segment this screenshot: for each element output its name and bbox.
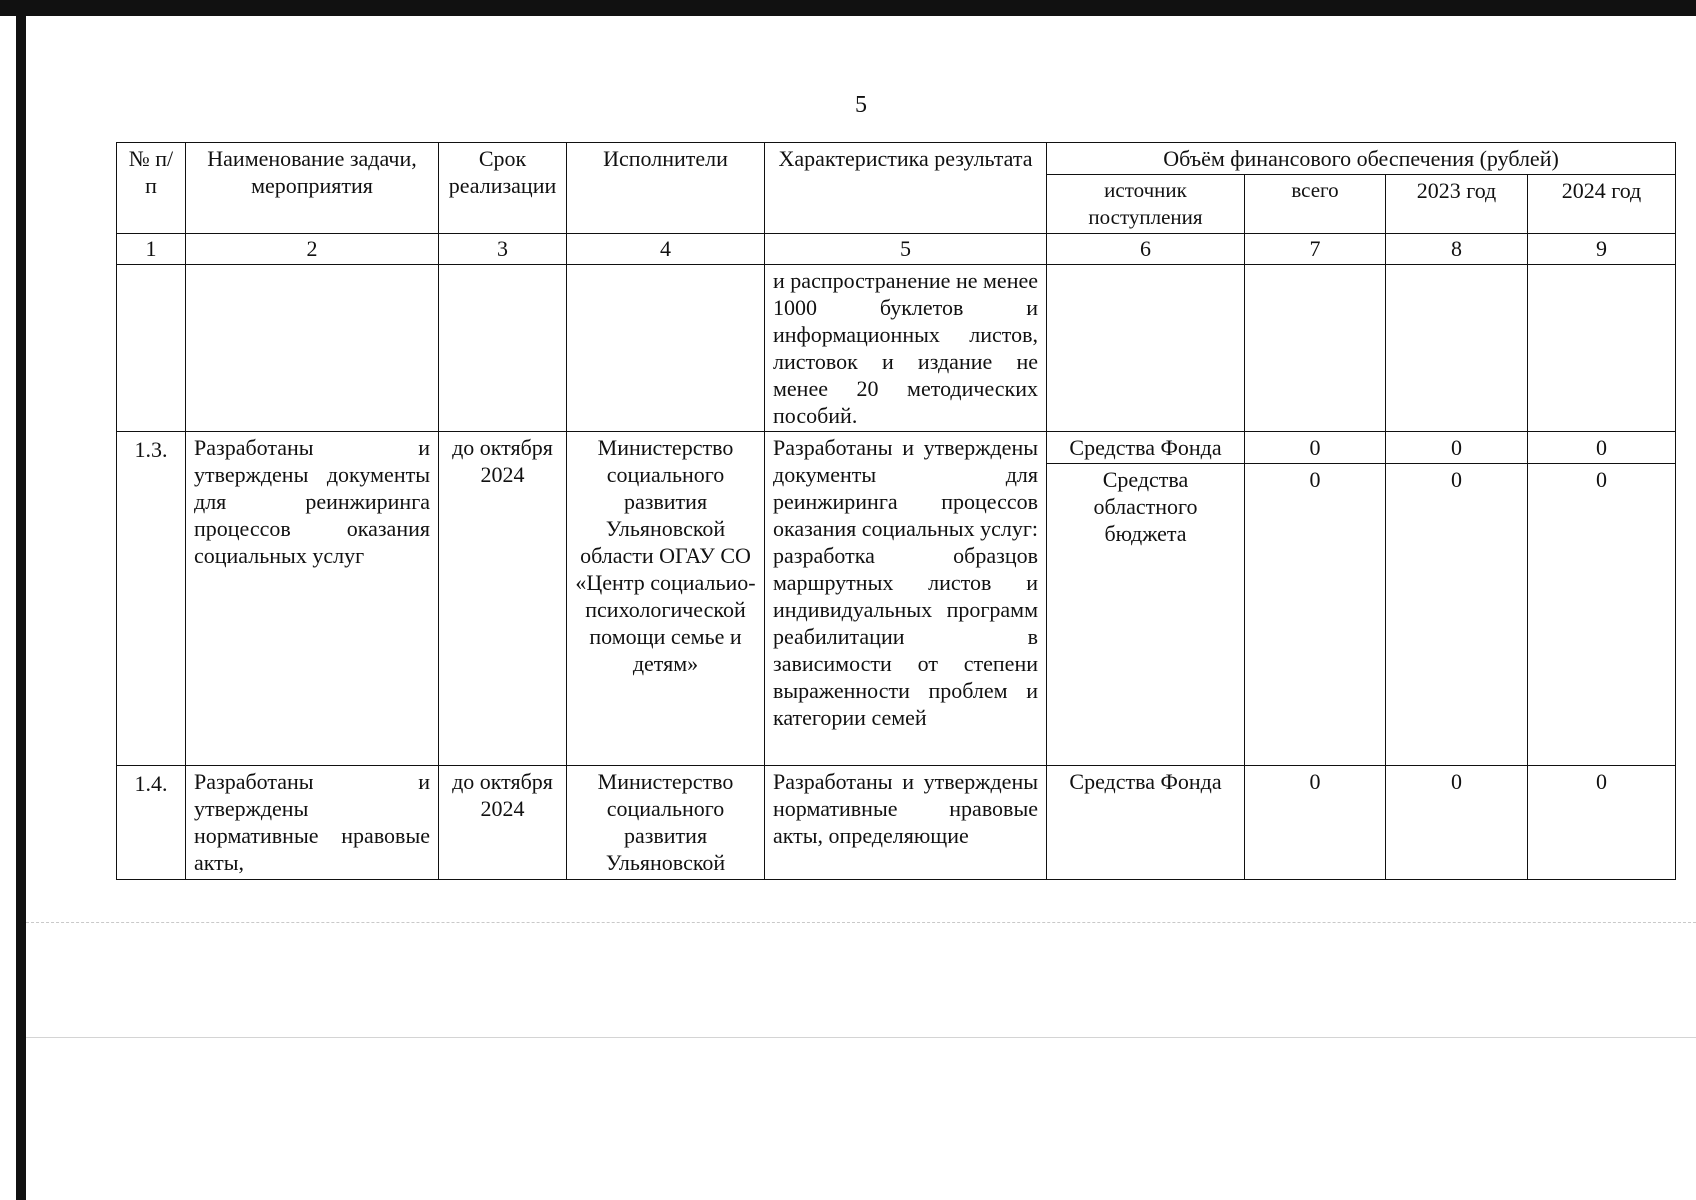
row-task-name: Разработаны и утверждены документы для реинжиринга процессов оказания социальных услуг [186,432,439,766]
row-funding-total: 0 [1245,464,1386,766]
row-funding-2024: 0 [1528,766,1676,880]
header-result: Характеристика результата [765,143,1047,234]
column-number: 9 [1528,234,1676,265]
row-funding-2024: 0 [1528,432,1676,464]
header-finance-group: Объём финансового обеспечения (рублей) [1047,143,1676,175]
row-funding-total [1245,265,1386,432]
column-number: 5 [765,234,1047,265]
scan-artifact-line [26,1037,1696,1038]
column-number: 6 [1047,234,1245,265]
column-number: 8 [1386,234,1528,265]
row-funding-total: 0 [1245,766,1386,880]
table-row [117,265,1676,432]
row-funding-2023 [1386,265,1528,432]
column-number: 1 [117,234,186,265]
row-executors: Министерство социального развития Ульяновской области ОГАУ СО «Центр социальио-психологической помощи семье и детям» [567,432,765,766]
row-funding-total: 0 [1245,432,1386,464]
row-number: 1.4. [117,766,186,880]
header-row [117,143,1676,175]
row-executors [567,265,765,432]
row-task-name: Разработаны и утверждены нормативные нравовые акты, [186,766,439,880]
row-number [117,265,186,432]
header-executors: Исполнители [567,143,765,234]
column-number: 3 [439,234,567,265]
header-2023: 2023 год [1386,175,1528,234]
row-term [439,265,567,432]
row-funding-2024 [1528,265,1676,432]
row-funding-2024: 0 [1528,464,1676,766]
row-funding-source: Средства Фонда [1047,432,1245,464]
row-executors: Министерство социального развития Ульяновской [567,766,765,880]
action-plan-table [116,142,1676,880]
row-term: до октября 2024 [439,432,567,766]
header-2024: 2024 год [1528,175,1676,234]
row-funding-source: Средства областного бюджета [1047,464,1245,766]
row-funding-2023: 0 [1386,432,1528,464]
header-term: Срок реализации [439,143,567,234]
header-number: № п/п [117,143,186,234]
row-result: Разработаны и утверждены документы для реинжиринга процессов оказания социальных услуг: разработка образцов маршрутных листов и индивидуальных программ реабилитации в зависимости от степени выраженности проблем и категории семей [765,432,1047,766]
header-source: источник поступления [1047,175,1245,234]
scan-artifact-line [26,922,1696,923]
row-funding-source [1047,265,1245,432]
column-number: 4 [567,234,765,265]
row-term: до октября 2024 [439,766,567,880]
column-number: 2 [186,234,439,265]
row-result: Разработаны и утверждены нормативные нравовые акты, определяющие [765,766,1047,880]
row-funding-source: Средства Фонда [1047,766,1245,880]
column-number: 7 [1245,234,1386,265]
row-number: 1.3. [117,432,186,766]
page-number: 5 [855,92,867,118]
row-result: и распространение не менее 1000 буклетов и информационных листов, листовок и издание не менее 20 методических пособий. [765,265,1047,432]
scan-border-top [0,0,1696,16]
header-total: всего [1245,175,1386,234]
row-funding-2023: 0 [1386,464,1528,766]
header-task-name: Наименование задачи, мероприятия [186,143,439,234]
column-number-row [117,234,1676,265]
row-funding-2023: 0 [1386,766,1528,880]
table-row [117,432,1676,464]
scan-border-left [16,14,26,1200]
table-row [117,766,1676,880]
row-task-name [186,265,439,432]
